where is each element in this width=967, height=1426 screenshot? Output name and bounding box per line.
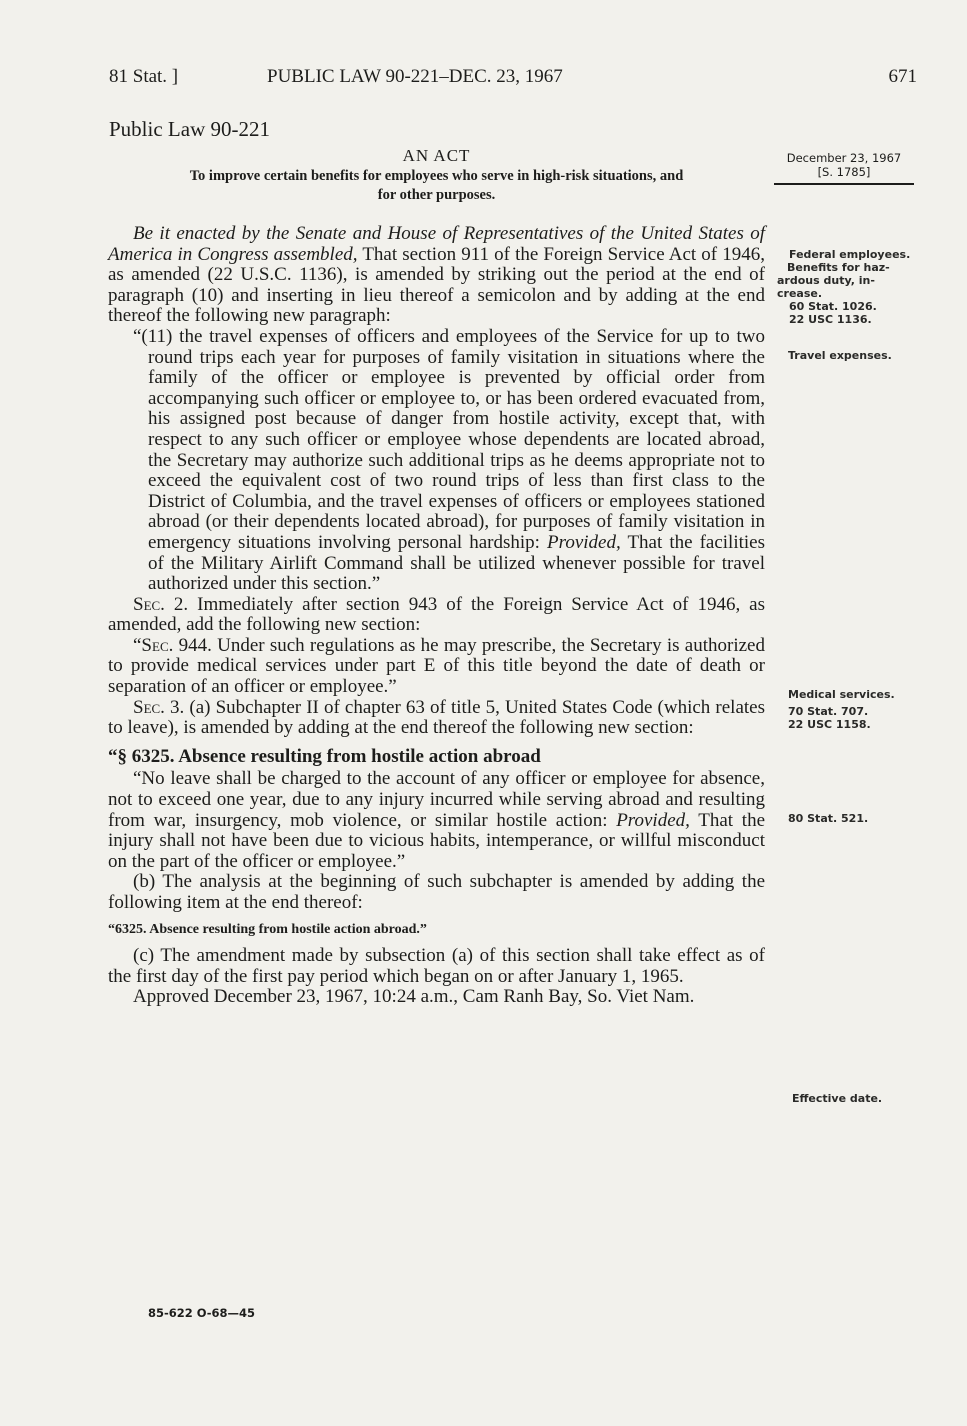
margin-usc-1158: 22 USC 1158. xyxy=(788,718,871,731)
margin-note-travel-expenses xyxy=(788,349,953,362)
section-944-text: Under such regulations as he may prescribe, the Secretary is authorized to provide medical services under part E of this title beyond the date of death or separation of an officer or employee.” xyxy=(108,634,765,698)
approval-statement: Approved December 23, 1967, 10:24 a.m., Cam Ranh Bay, So. Viet Nam. xyxy=(133,986,695,1008)
subsection-c: (c) The amendment made by subsection (a) of this section shall take effect as of the first day of the first pay period which began on or after January 1, 1965. xyxy=(108,945,765,987)
act-body xyxy=(108,224,765,1008)
section-944-label: “Sec. 944. xyxy=(133,634,212,656)
section-3-text: (a) Subchapter II of chapter 63 of title 5, United States Code (which relates to leave), is amended by adding at the end thereof the following new section: xyxy=(108,696,765,739)
act-purpose-line-1: To improve certain benefits for employees who serve in high-risk situations, and xyxy=(189,168,684,184)
margin-usc-1136: 22 USC 1136. xyxy=(789,313,872,326)
margin-federal-employees: Federal employees. xyxy=(789,248,911,261)
section-6325-body: “No leave shall be charged to the account of any officer or employee for absence, not to exceed one year, due to any injury incurred while serving abroad and resulting from war, insurgency, mob violence, or similar hostile action: xyxy=(108,768,765,831)
margin-benefits-line-1: Benefits for haz- xyxy=(787,261,890,274)
margin-effective-date: Effective date. xyxy=(792,1092,883,1105)
print-code-footer: 85-622 O-68—45 xyxy=(148,1306,256,1320)
senate-bill-number: [S. 1785] xyxy=(817,165,871,179)
margin-medical-services: Medical services. xyxy=(788,688,895,701)
section-2 xyxy=(108,595,765,636)
enacting-formula: Be it enacted by the Senate and House of Representatives of the United States of America in Congress assembled, xyxy=(108,223,765,265)
section-6325-heading: “§ 6325. Absence resulting from hostile action abroad xyxy=(108,745,541,767)
margin-stat-1026: 60 Stat. 1026. xyxy=(789,300,877,313)
subsection-b: (b) The analysis at the beginning of such subchapter is amended by adding the following item at the end thereof: xyxy=(108,871,765,913)
section-2-label: Sec. 2. xyxy=(133,593,189,615)
act-purpose-line-2: for other purposes. xyxy=(377,187,496,203)
section-6325-text xyxy=(108,769,765,872)
header-law-date: PUBLIC LAW 90-221–DEC. 23, 1967 xyxy=(267,66,563,87)
margin-stat-707: 70 Stat. 707. xyxy=(788,705,869,718)
section-6325-proviso: That the injury shall not have been due to vicious habits, intemperance, or willful misconduct on the part of the officer or employee.” xyxy=(108,809,765,872)
enacting-clause-text: That section 911 of the Foreign Service Act of 1946, as amended (22 U.S.C. 1136), is amended by striking out the period at the end of paragraph (10) and inserting in lieu thereof a semicolon and by adding at the end thereof the following new paragraph: xyxy=(108,243,765,327)
public-law-title: Public Law 90-221 xyxy=(109,117,270,141)
analysis-item: “6325. Absence resulting from hostile action abroad.” xyxy=(108,921,427,937)
act-purpose xyxy=(108,167,765,205)
section-944 xyxy=(108,636,765,698)
enactment-date-block xyxy=(774,151,914,185)
margin-benefits-line-3: crease. xyxy=(777,287,823,300)
paragraph-11 xyxy=(108,327,765,595)
section-3-label: Sec. 3. xyxy=(133,696,185,718)
section-3 xyxy=(108,698,765,739)
running-header xyxy=(109,66,917,96)
margin-travel-expenses: Travel expenses. xyxy=(788,349,892,362)
paragraph-11-proviso: That the facilities of the Military Airlift Command shall be utilized whenever possible for travel authorized under this section.” xyxy=(148,531,765,595)
header-stat-reference: 81 Stat. ] xyxy=(109,66,179,87)
margin-note-effective-date xyxy=(792,1092,957,1105)
section-2-text: Immediately after section 943 of the Foreign Service Act of 1946, as amended, add the following new section: xyxy=(108,593,765,636)
enactment-date: December 23, 1967 xyxy=(786,151,902,165)
page-number: 671 xyxy=(888,66,917,87)
margin-note-federal-employees xyxy=(777,248,942,326)
act-title: AN ACT xyxy=(402,146,471,165)
margin-note-stat-521 xyxy=(788,812,953,825)
margin-benefits-line-2: ardous duty, in- xyxy=(777,274,875,287)
paragraph-11-text: “(11) the travel expenses of officers and employees of the Service for up to two round trips each year for purposes of family visitation in situations where the family of the officer or employee is prevented by official order from accompanying such officer or employee to, or has been ordered evacuated from, his assigned post because of danger from hostile activity, except that, with respect to any such officer or employee whose dependents are located abroad, the Secretary may authorize such additional trips as he deems appropriate not to exceed the equivalent cost of two round trips of less than first class to the District of Columbia, and the travel expenses of officers or employees stationed abroad (or their dependents located abroad), for purposes of family visitation in emergency situations involving personal hardship: xyxy=(133,325,765,553)
provided-keyword: Provided, xyxy=(616,809,690,831)
margin-note-medical-services xyxy=(788,688,953,731)
provided-keyword: Provided, xyxy=(547,531,621,553)
enacting-clause xyxy=(108,224,765,327)
margin-stat-521: 80 Stat. 521. xyxy=(788,812,869,825)
